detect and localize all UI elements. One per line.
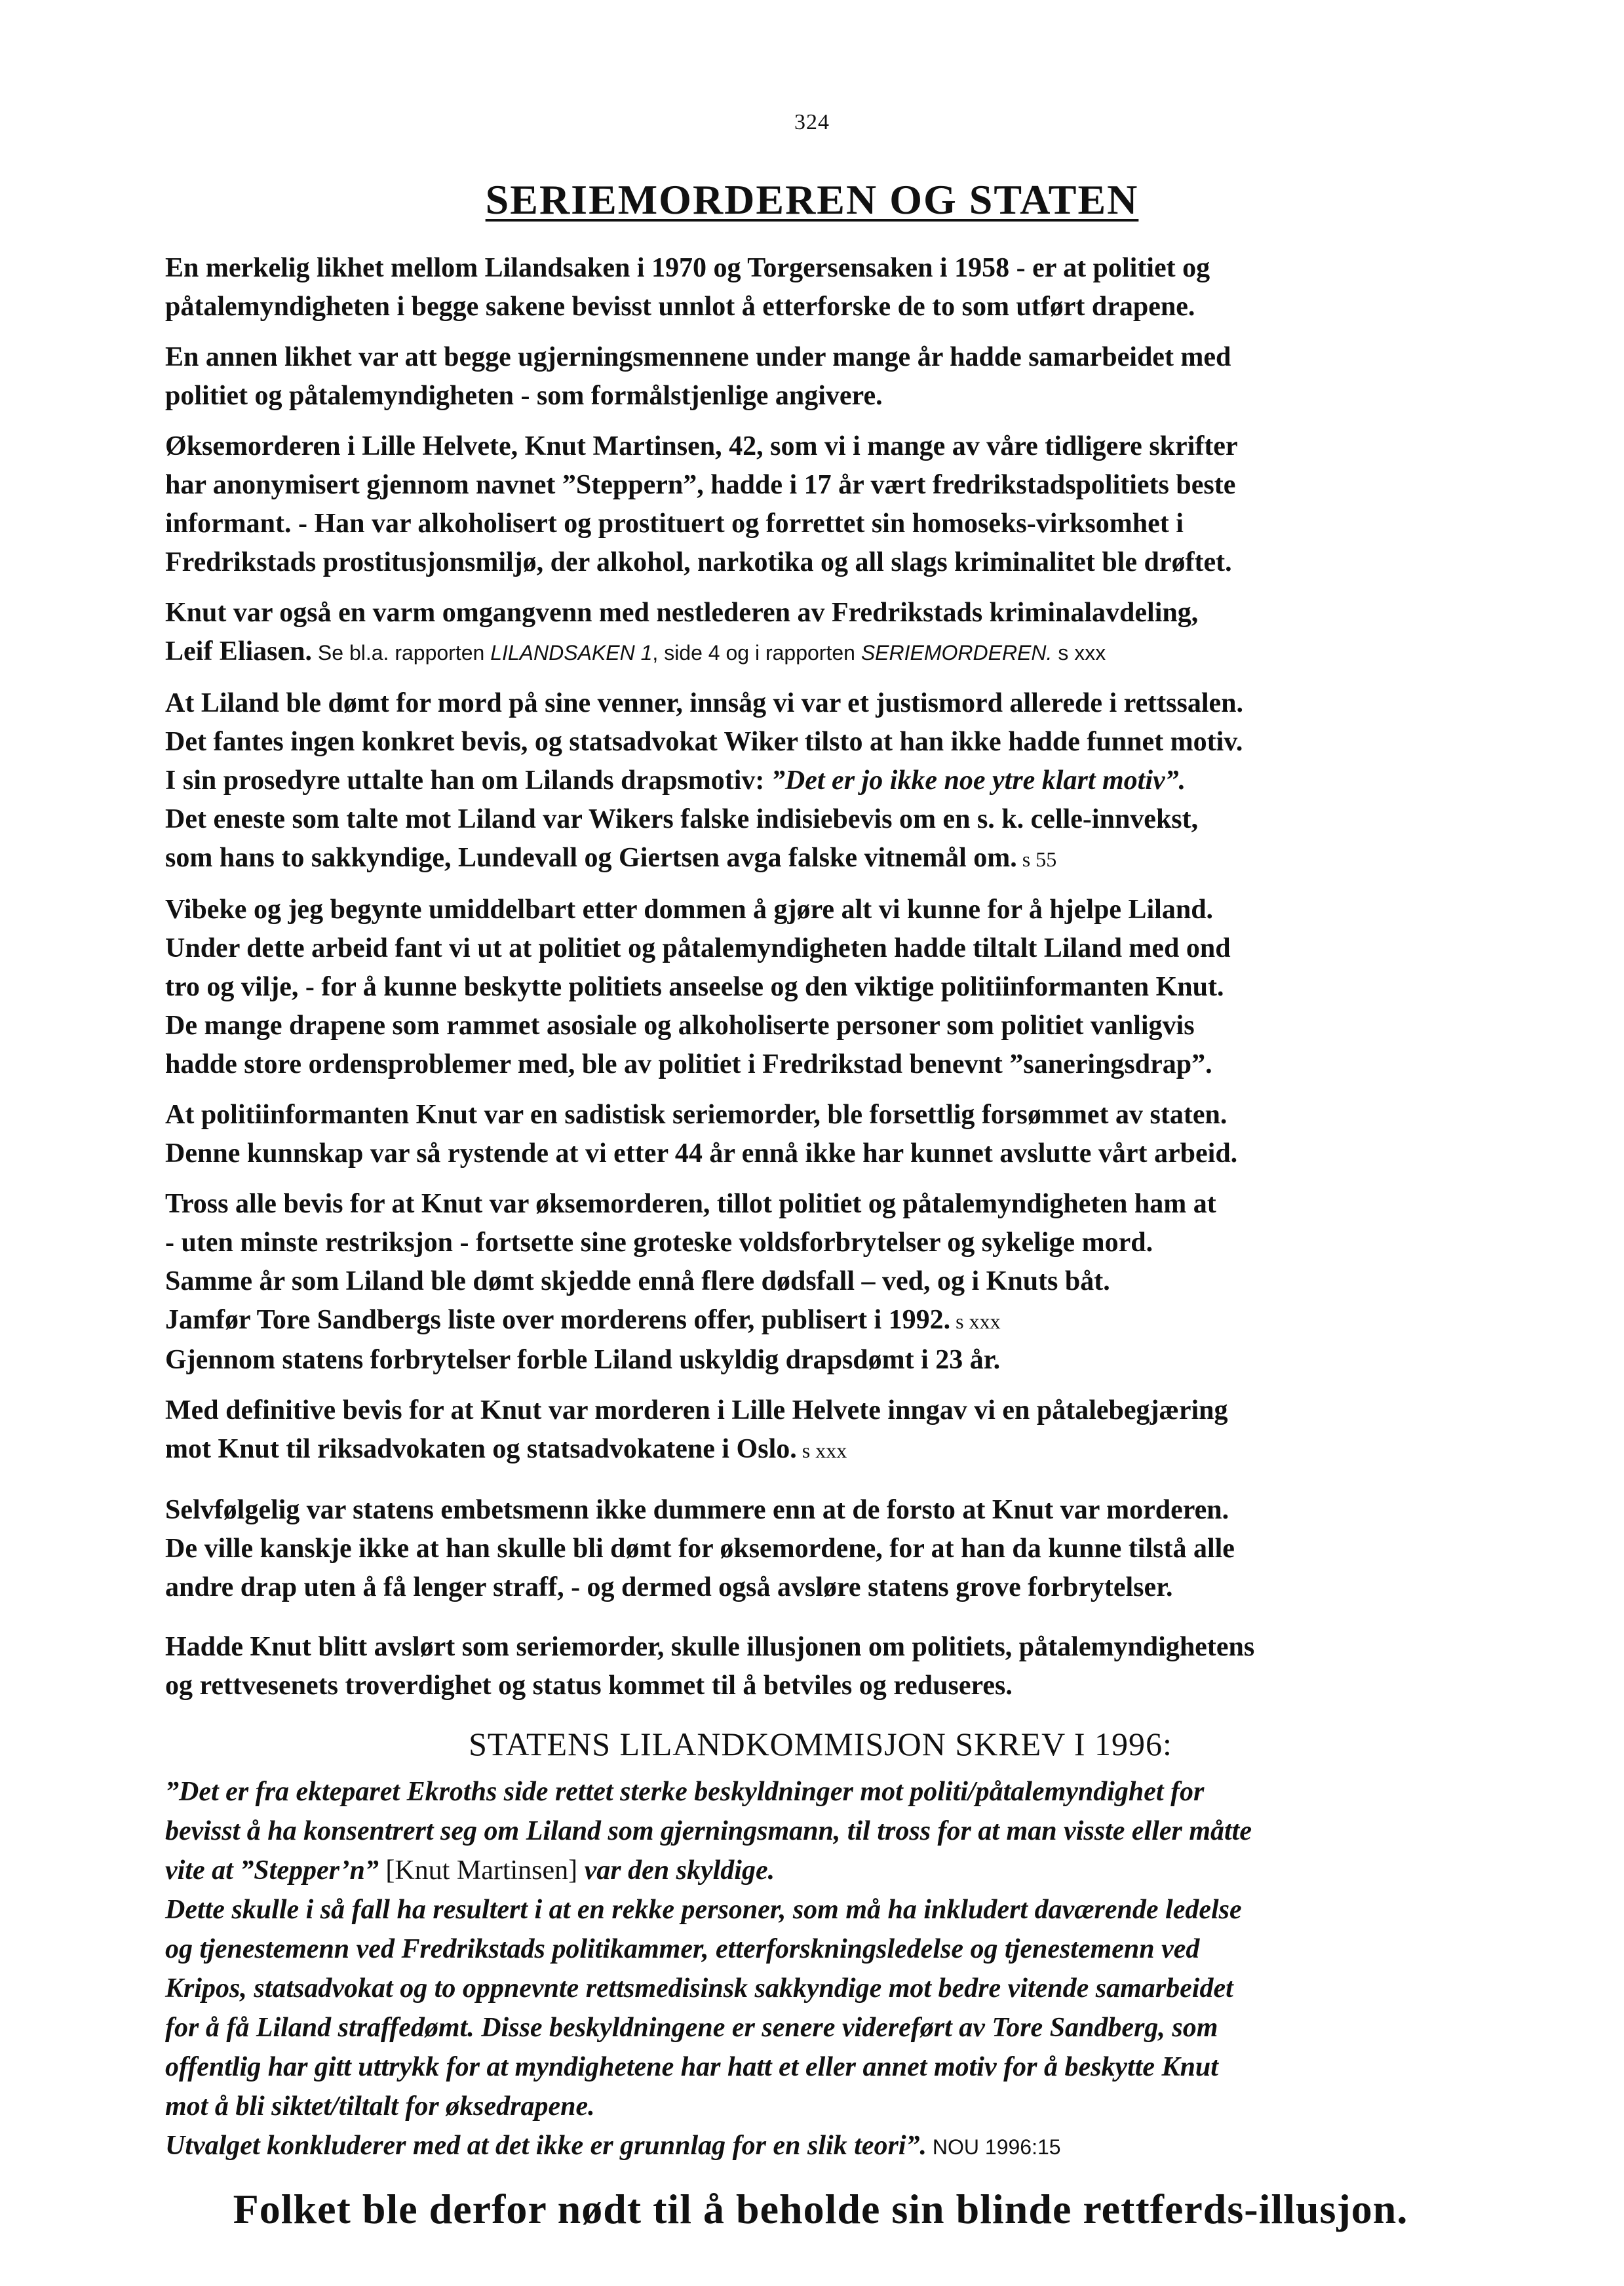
quote-line: Dette skulle i så fall ha resultert i at en rekke personer, som må ha inkludert daværende ledelse [165, 1895, 1242, 1925]
source-citation: NOU 1996:15 [927, 2135, 1061, 2159]
text-line: En merkelig likhet mellom Lilandsaken i 1970 og Torgersensaken i 1958 - er at politiet og [165, 253, 1210, 283]
text-segment: mot Knut til riksadvokaten og statsadvokatene i Oslo. [165, 1434, 797, 1464]
spacer [165, 1482, 1476, 1491]
text-line: informant. - Han var alkoholisert og prostituert og forrettet sin homoseks-virksomhet i [165, 509, 1184, 539]
report-title: SERIEMORDEREN. [860, 641, 1053, 665]
page-number: 324 [794, 110, 830, 134]
paragraph-5 [165, 684, 1476, 879]
reference-note [312, 641, 1106, 665]
text-line: Denne kunnskap var så rystende at vi etter 44 år ennå ikke har kunnet avslutte vårt arbeid. [165, 1138, 1238, 1169]
text-line [165, 839, 1476, 879]
text-line: Under dette arbeid fant vi ut at politiet og påtalemyndigheten hadde tiltalt Liland med ond [165, 933, 1231, 963]
text-segment: som hans to sakkyndige, Lundevall og Giertsen avga falske vitnemål om. [165, 843, 1017, 873]
reference-text: Se bl.a. rapporten [312, 641, 491, 665]
text-line: Det eneste som talte mot Liland var Wikers falske indisiebevis om en s. k. celle-innvekst, [165, 804, 1199, 834]
commission-quote [165, 1772, 1476, 2167]
quoted-text: ”Det er jo ikke noe ytre klart motiv”. [771, 765, 1186, 796]
text-segment: Jamfør Tore Sandbergs liste over morderens offer, publisert i 1992. [165, 1305, 951, 1335]
paragraph-10 [165, 1491, 1476, 1607]
page-ref: s 55 [1016, 847, 1057, 871]
text-line: og rettvesenets troverdighet og status kommet til å betviles og reduseres. [165, 1671, 1013, 1701]
quote-line: og tjenestemenn ved Fredrikstads politikammer, etterforskningsledelse og tjenestemenn ved [165, 1934, 1200, 1964]
text-line: Øksemorderen i Lille Helvete, Knut Martinsen, 42, som vi i mange av våre tidligere skrifter [165, 431, 1238, 461]
text-line: De mange drapene som rammet asosiale og alkoholiserte personer som politiet vanligvis [165, 1011, 1195, 1041]
page-ref: s xxx [950, 1309, 1001, 1333]
text-line: De ville kanskje ikke at han skulle bli dømt for øksemordene, for at han da kunne tilstå alle [165, 1534, 1235, 1564]
spacer [165, 1619, 1476, 1628]
text-line [165, 762, 1476, 800]
closing-statement: Folket ble derfor nødt til å beholde sin blinde rettferds-illusjon. [233, 2186, 1408, 2232]
text-line [165, 1301, 1476, 1341]
text-line: Det fantes ingen konkret bevis, og statsadvokat Wiker tilsto at han ikke hadde funnet motiv. [165, 727, 1243, 757]
paragraph-8 [165, 1185, 1476, 1380]
text-line: har anonymisert gjennom navnet ”Steppern”, hadde i 17 år vært fredrikstadspolitiets beste [165, 470, 1236, 500]
reference-text: , side 4 og i rapporten [652, 641, 861, 665]
text-line: Selvfølgelig var statens embetsmenn ikke dummere enn at de forsto at Knut var morderen. [165, 1495, 1229, 1525]
page-ref: s xxx [1052, 641, 1106, 665]
paragraph-1 [165, 249, 1476, 326]
document-body [165, 249, 1476, 2234]
paragraph-7 [165, 1096, 1476, 1173]
text-line: andre drap uten å få lenger straff, - og dermed også avsløre statens grove forbrytelser. [165, 1572, 1173, 1602]
text-line: Hadde Knut blitt avslørt som seriemorder, skulle illusjonen om politiets, påtalemyndighetens [165, 1632, 1255, 1662]
paragraph-4 [165, 594, 1476, 672]
text-segment: I sin prosedyre uttalte han om Lilands drapsmotiv: [165, 765, 771, 796]
text-line: hadde store ordensproblemer med, ble av politiet i Fredrikstad benevnt ”saneringsdrap”. [165, 1049, 1212, 1079]
quote-segment: var den skyldige. [577, 1855, 775, 1886]
paragraph-3 [165, 427, 1476, 582]
section-heading: STATENS LILANDKOMMISJON SKREV I 1996: [469, 1726, 1172, 1762]
page-title: SERIEMORDEREN OG STATEN [485, 176, 1139, 223]
quote-line: offentlig har gitt uttrykk for at myndighetene har hatt et eller annet motiv for å beskytte Knut [165, 2052, 1218, 2082]
text-line: tro og vilje, - for å kunne beskytte politiets anseelse og den viktige politiinformanten Knut. [165, 972, 1224, 1002]
quote-line: bevisst å ha konsentrert seg om Liland som gjerningsmann, til tross for at man visste eller måtte [165, 1816, 1252, 1846]
name-text: Leif Eliasen. [165, 636, 313, 667]
text-line [165, 632, 1476, 672]
paragraph-11 [165, 1628, 1476, 1705]
quote-segment: vite at ”Stepper’n” [165, 1855, 386, 1886]
text-line: En annen likhet var att begge ugjerningsmennene under mange år hadde samarbeidet med [165, 342, 1231, 372]
text-line [165, 1430, 1476, 1470]
quote-line: Kripos, statsadvokat og to oppnevnte rettsmedisinsk sakkyndige mot bedre vitende samarbeidet [165, 1973, 1233, 2004]
text-line: Med definitive bevis for at Knut var morderen i Lille Helvete inngav vi en påtalebegjæring [165, 1395, 1228, 1425]
text-line: påtalemyndigheten i begge sakene bevisst unnlot å etterforske de to som utført drapene. [165, 292, 1195, 322]
text-line: - uten minste restriksjon - fortsette sine groteske voldsforbrytelser og sykelige mord. [165, 1228, 1153, 1258]
quote-line: mot å bli siktet/tiltalt for øksedrapene. [165, 2091, 595, 2121]
text-line: Gjennom statens forbrytelser forble Liland uskyldig drapsdømt i 23 år. [165, 1345, 1001, 1375]
text-line: Tross alle bevis for at Knut var øksemorderen, tillot politiet og påtalemyndigheten ham at [165, 1189, 1216, 1219]
paragraph-6 [165, 891, 1476, 1084]
text-line: Vibeke og jeg begynte umiddelbart etter dommen å gjøre alt vi kunne for å hjelpe Liland. [165, 895, 1214, 925]
text-line: Knut var også en varm omgangvenn med nestlederen av Fredrikstads kriminalavdeling, [165, 598, 1199, 628]
editorial-insert: [Knut Martinsen] [385, 1855, 578, 1886]
text-line: Samme år som Liland ble dømt skjedde ennå flere dødsfall – ved, og i Knuts båt. [165, 1266, 1110, 1296]
quote-line [165, 2126, 1476, 2167]
quote-line [165, 1851, 1476, 1890]
text-line: At Liland ble dømt for mord på sine venner, innsåg vi var et justismord allerede i rettssalen. [165, 688, 1244, 718]
text-line: politiet og påtalemyndigheten - som formålstjenlige angivere. [165, 381, 883, 411]
text-line: At politiinformanten Knut var en sadistisk seriemorder, ble forsettlig forsømmet av staten. [165, 1100, 1228, 1130]
quote-line: for å få Liland straffedømt. Disse beskyldningene er senere videreført av Tore Sandberg, som [165, 2013, 1218, 2043]
report-title: LILANDSAKEN 1 [490, 641, 653, 665]
quote-segment: Utvalget konkluderer med at det ikke er grunnlag for en slik teori”. [165, 2131, 927, 2161]
paragraph-9 [165, 1391, 1476, 1470]
page-ref: s xxx [796, 1439, 847, 1462]
quote-line: ”Det er fra ekteparet Ekroths side rettet sterke beskyldninger mot politi/påtalemyndighet for [165, 1777, 1205, 1807]
paragraph-2 [165, 338, 1476, 416]
text-line: Fredrikstads prostitusjonsmiljø, der alkohol, narkotika og all slags kriminalitet ble drøftet. [165, 547, 1232, 577]
